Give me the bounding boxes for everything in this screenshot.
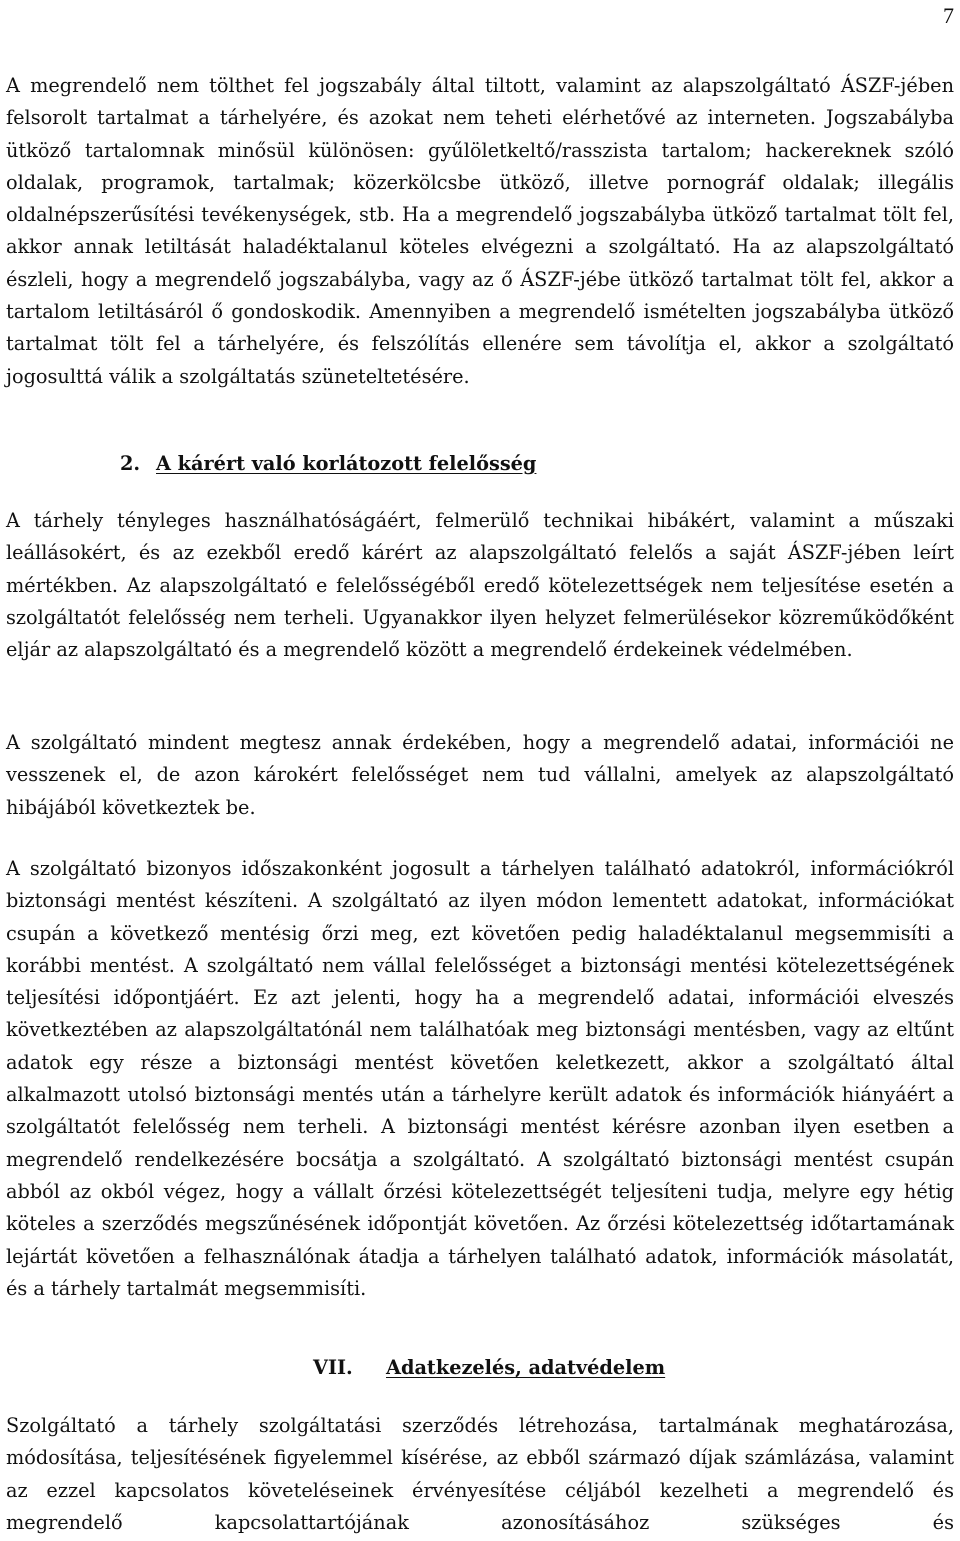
paragraph-text: A szolgáltató mindent megtesz annak érdekében, hogy a megrendelő adatai, információi ne vesszenek el, de azon károkért felelősséget nem tud vállalni, amelyek az alapszolgáltató hibájából következtek be. [6, 731, 954, 819]
paragraph-data-processing [6, 1410, 954, 1539]
paragraph-data-loss [6, 727, 954, 824]
section-title: Adatkezelés, adatvédelem [386, 1356, 666, 1379]
page-number: 7 [943, 3, 954, 28]
document-page [6, 0, 954, 1541]
paragraph-content-restrictions [6, 70, 954, 393]
section-title: A kárért való korlátozott felelősség [156, 452, 537, 475]
paragraph-text: A megrendelő nem tölthet fel jogszabály által tiltott, valamint az alapszolgáltató ÁSZF-jében felsorolt tartalmat a tárhelyére, és azokat nem teheti elérhetővé az interneten. Jogszabályba ütköző tartalomnak minősül különösen: gyűlöletkeltő/rasszista tartalom; hackereknek szóló oldalak, programok, tartalmak; közerkölcsbe ütköző, illetve pornográf oldalak; illegális oldalnépszerűsítési tevékenységek, stb. Ha a megrendelő jogszabályba ütköző tartalmat tölt fel, akkor annak letiltását haladéktalanul köteles elvégezni a szolgáltató. Ha az alapszolgáltató észleli, hogy a megrendelő jogszabályba, vagy az ő ÁSZF-jébe ütköző tartalmat tölt fel, akkor a tartalom letiltásáról ő gondoskodik. Amennyiben a megrendelő ismételten jogszabályba ütköző tartalmat tölt fel a tárhelyére, és felszólítás ellenére sem távolítja el, akkor a szolgáltató jogosulttá válik a szolgáltatás szüneteltetésére. [6, 74, 954, 388]
section-number: 2. [120, 452, 141, 475]
paragraph-hosting-liability [6, 505, 954, 666]
paragraph-backups [6, 853, 954, 1305]
paragraph-text: Szolgáltató a tárhely szolgáltatási szerződés létrehozása, tartalmának meghatározása, módosítása, teljesítésének figyelemmel kísérése, az ebből származó díjak számlázása, valamint az ezzel kapcsolatos követeléseinek érvényesítése céljából kezelheti a megrendelő és megrendelő kapcsolattartójának azonosításához szükséges és [6, 1414, 954, 1534]
section-number: VII. [313, 1356, 353, 1379]
paragraph-text: A szolgáltató bizonyos időszakonként jogosult a tárhelyen található adatokról, információkról biztonsági mentést készíteni. A szolgáltató az ilyen módon lementett adatokat, információkat csupán a következő mentésig őrzi meg, ezt követően pedig haladéktalanul megsemmisíti a korábbi mentést. A szolgáltató nem vállal felelősséget a biztonsági mentési kötelezettségének teljesítési időpontjáért. Ez azt jelenti, hogy ha a megrendelő adatai, információi elveszés következtében az alapszolgáltatónál nem találhatóak meg biztonsági mentésben, vagy az eltűnt adatok egy része a biztonsági mentést követően keletkezett, akkor a szolgáltató által alkalmazott utolsó biztonsági mentés után a tárhelyre került adatok és információk hiányáért a szolgáltatót felelősség nem terheli. A biztonsági mentést kérésre azonban ilyen esetben a megrendelő rendelkezésére bocsátja a szolgáltató. A szolgáltató biztonsági mentést csupán abból az okból végez, hogy a vállalt őrzési kötelezettségét teljesíteni tudja, melyre egy hétig köteles a szerződés megszűnésének időpontját követően. Az őrzési kötelezettség időtartamának lejártát követően a felhasználónak átadja a tárhelyen található adatok, információk másolatát, és a tárhely tartalmát megsemmisíti. [6, 857, 954, 1300]
paragraph-text: A tárhely tényleges használhatóságáért, felmerülő technikai hibákért, valamint a műszaki leállásokért, és az ezekből eredő kárért az alapszolgáltató felelős a saját ÁSZF-jében leírt mértékben. Az alapszolgáltató e felelősségéből eredő kötelezettségek nem teljesítése esetén a szolgáltatót felelősség nem terheli. Ugyanakkor ilyen helyzet felmerülésekor közreműködőként eljár az alapszolgáltató és a megrendelő között a megrendelő érdekeinek védelmében. [6, 509, 954, 662]
